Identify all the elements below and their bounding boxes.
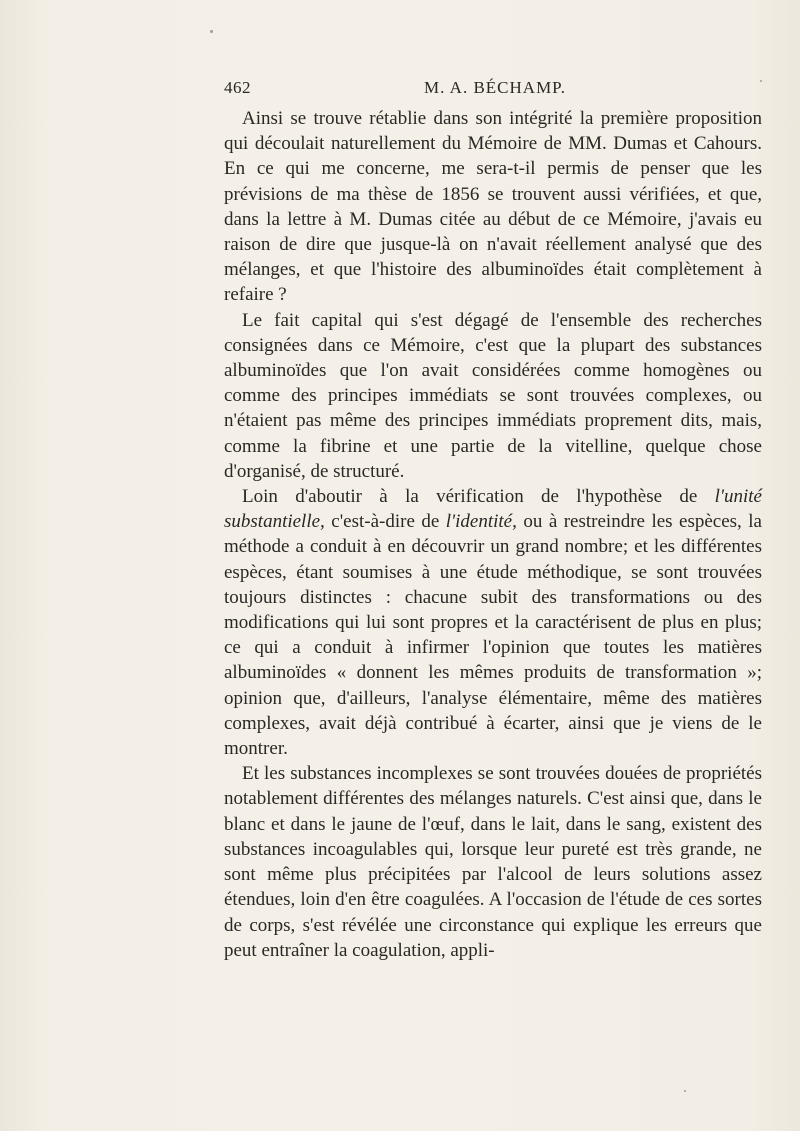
page-number: 462 xyxy=(224,78,251,97)
paragraph-2: Le fait capital qui s'est dégagé de l'ensemble des recherches consignées dans ce Mémoire, c'est que la plupart des substances albuminoïdes que l'on avait considérées comme homogènes ou comme des principes immédiats se sont trouvées complexes, ou n'étaient pas même des principes immédiats proprement dits, mais, comme la fibrine et une partie de la vitelline, quelque chose d'organisé, de structuré. xyxy=(224,309,762,482)
paragraph-3-text-a: Loin d'aboutir à la vérification de l'hypothèse de xyxy=(242,486,715,508)
paragraph-3-text-c: ou à restreindre les espèces, la méthode a conduit à en découvrir un grand nombre; et les différentes espèces, étant soumises à une étude méthodique, se sont trouvées toujours distinctes : chacune subit des transformations ou des modifications qui lui sont propres et la caractérisent de plus en plus; ce qui a conduit à infirmer l'opinion que toutes les matières albuminoïdes « donnent les mêmes produits de transformation »; opinion que, d'ailleurs, l'analyse élémentaire, même des matières complexes, avait déjà contribué à écarter, ainsi que je viens de le montrer. xyxy=(224,511,762,760)
italic-identite: l'identité, xyxy=(445,511,517,533)
running-title: M. A. BÉCHAMP. xyxy=(424,78,567,97)
paper-speck xyxy=(210,30,213,33)
paragraph-4: Et les substances incomplexes se sont trouvées douées de propriétés notablement différentes des mélanges naturels. C'est ainsi que, dans le blanc et dans le jaune de l'œuf, dans le lait, dans le sang, existent des substances incoagulables qui, lorsque leur pureté est très grande, ne sont même plus précipitées par l'alcool de leurs solutions assez étendues, loin d'en être coagulées. A l'occasion de l'étude de ces sortes de corps, s'est révélée une circonstance qui explique les erreurs que peut entraîner la coagulation, appli- xyxy=(224,763,762,961)
running-header xyxy=(224,78,762,102)
paragraph-1: Ainsi se trouve rétablie dans son intégrité la première proposition qui découlait naturellement du Mémoire de MM. Dumas et Cahours. En ce qui me concerne, me sera-t-il permis de penser que les prévisions de ma thèse de 1856 se trouvent aussi vérifiées, et que, dans la lettre à M. Dumas citée au début de ce Mémoire, j'avais eu raison de dire que jusque-là on n'avait réellement analysé que des mélanges, et que l'histoire des albuminoïdes était complètement à refaire ? xyxy=(224,108,762,306)
paper-speck xyxy=(684,1090,686,1092)
italic-unite-substantielle: l'unité substantielle, xyxy=(224,486,762,533)
paragraph-3-text-b: c'est-à-dire de xyxy=(324,511,446,533)
body-text xyxy=(224,106,762,963)
paragraph-3 xyxy=(224,484,762,761)
